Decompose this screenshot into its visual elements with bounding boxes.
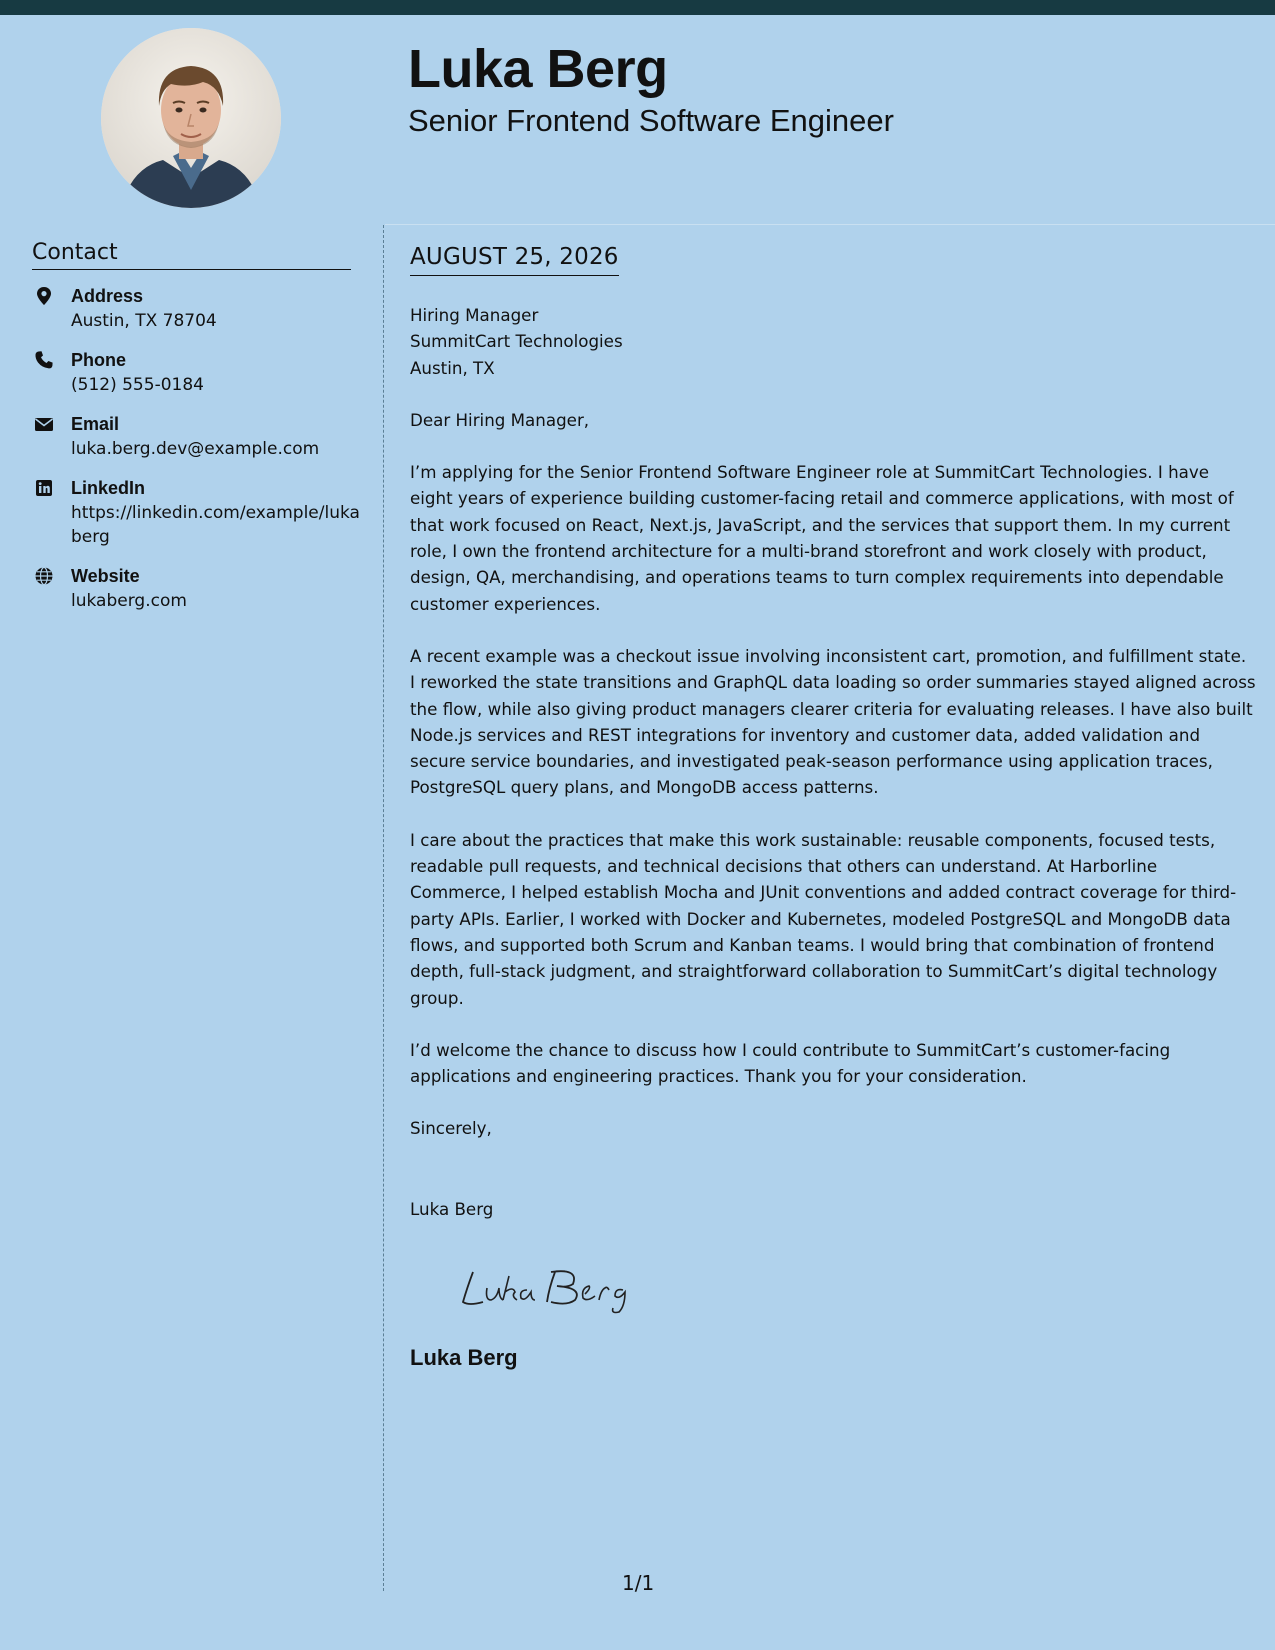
contact-list [32,284,362,628]
recipient-location: Austin, TX [410,357,495,378]
website-label: Website [71,566,140,586]
candidate-name: Luka Berg [408,39,668,99]
address-value: Austin, TX 78704 [71,311,217,331]
signer-name: Luka Berg [410,1198,494,1219]
contact-item-phone [32,348,362,397]
letter-paragraph: I’d welcome the chance to discuss how I could contribute to SummitCart’s customer-facing applications and engineering practices. Thank you for your consideration. [410,1039,1171,1087]
salutation: Dear Hiring Manager, [410,409,590,430]
email-label: Email [71,414,120,434]
recipient-name: Hiring Manager [410,305,539,325]
letter-paragraph: I care about the practices that make this work sustainable: reusable components, focused tests, readable pull requests, and technical decisions that others can understand. At Harborline Commerce, I helped establish Mocha and JUnit conventions and added contract coverage for third-party APIs. Earlier, I worked with Docker and Kubernetes, modeled PostgreSQL and MongoDB data flows, and supported both Scrum and Kanban teams. I would bring that combination of frontend depth, full-stack judgment, and straightforward collaboration to SummitCart’s digital technology group. [410,829,1237,1008]
contact-heading: Contact [32,240,351,270]
candidate-title: Senior Frontend Software Engineer [408,103,894,138]
letter-date: AUGUST 25, 2026 [410,244,619,276]
phone-label: Phone [71,350,127,370]
letter-paragraph: A recent example was a checkout issue involving inconsistent cart, promotion, and fulfillment state. I reworked the state transitions and GraphQL data loading so order summaries stayed aligned across the flow, while also giving product managers clearer criteria for evaluating releases. I have also built Node.js services and REST integrations for inventory and customer data, added validation and secure service boundaries, and investigated peak-season performance using application traces, PostgreSQL query plans, and MongoDB access patterns. [410,645,1256,798]
closing: Sincerely, [410,1118,492,1139]
header-divider [385,224,1275,225]
phone-value: (512) 555-0184 [71,375,204,395]
envelope-icon [34,414,54,434]
linkedin-icon [34,478,54,498]
contact-item-address [32,284,362,333]
profile-photo [101,28,281,208]
signature-caption: Luka Berg [410,1345,518,1370]
globe-icon [34,566,54,586]
contact-item-email [32,412,362,461]
top-bar [0,0,1275,15]
contact-item-website [32,564,362,613]
phone-icon [34,350,54,370]
recipient-block [410,302,1256,381]
letter-body [410,302,1256,1248]
map-pin-icon [34,286,54,306]
recipient-company: SummitCart Technologies [410,331,623,352]
linkedin-label: LinkedIn [71,478,146,498]
contact-item-linkedin [32,476,362,549]
handwritten-signature [455,1258,645,1318]
website-value[interactable]: lukaberg.com [71,591,187,611]
page-number: 1/1 [622,1571,655,1595]
linkedin-value[interactable]: https://linkedin.com/example/lukaberg [71,503,360,547]
email-value: luka.berg.dev@example.com [71,439,320,459]
address-label: Address [71,286,144,306]
column-divider [383,225,384,1591]
letter-paragraph: I’m applying for the Senior Frontend Software Engineer role at SummitCart Technologies. I have eight years of experience building customer-facing retail and commerce applications, with most of that work focused on React, Next.js, JavaScript, and the services that support them. In my current role, I own the frontend architecture for a multi-brand storefront and work closely with product, design, QA, merchandising, and operations teams to turn complex requirements into dependable customer experiences. [410,462,1234,614]
